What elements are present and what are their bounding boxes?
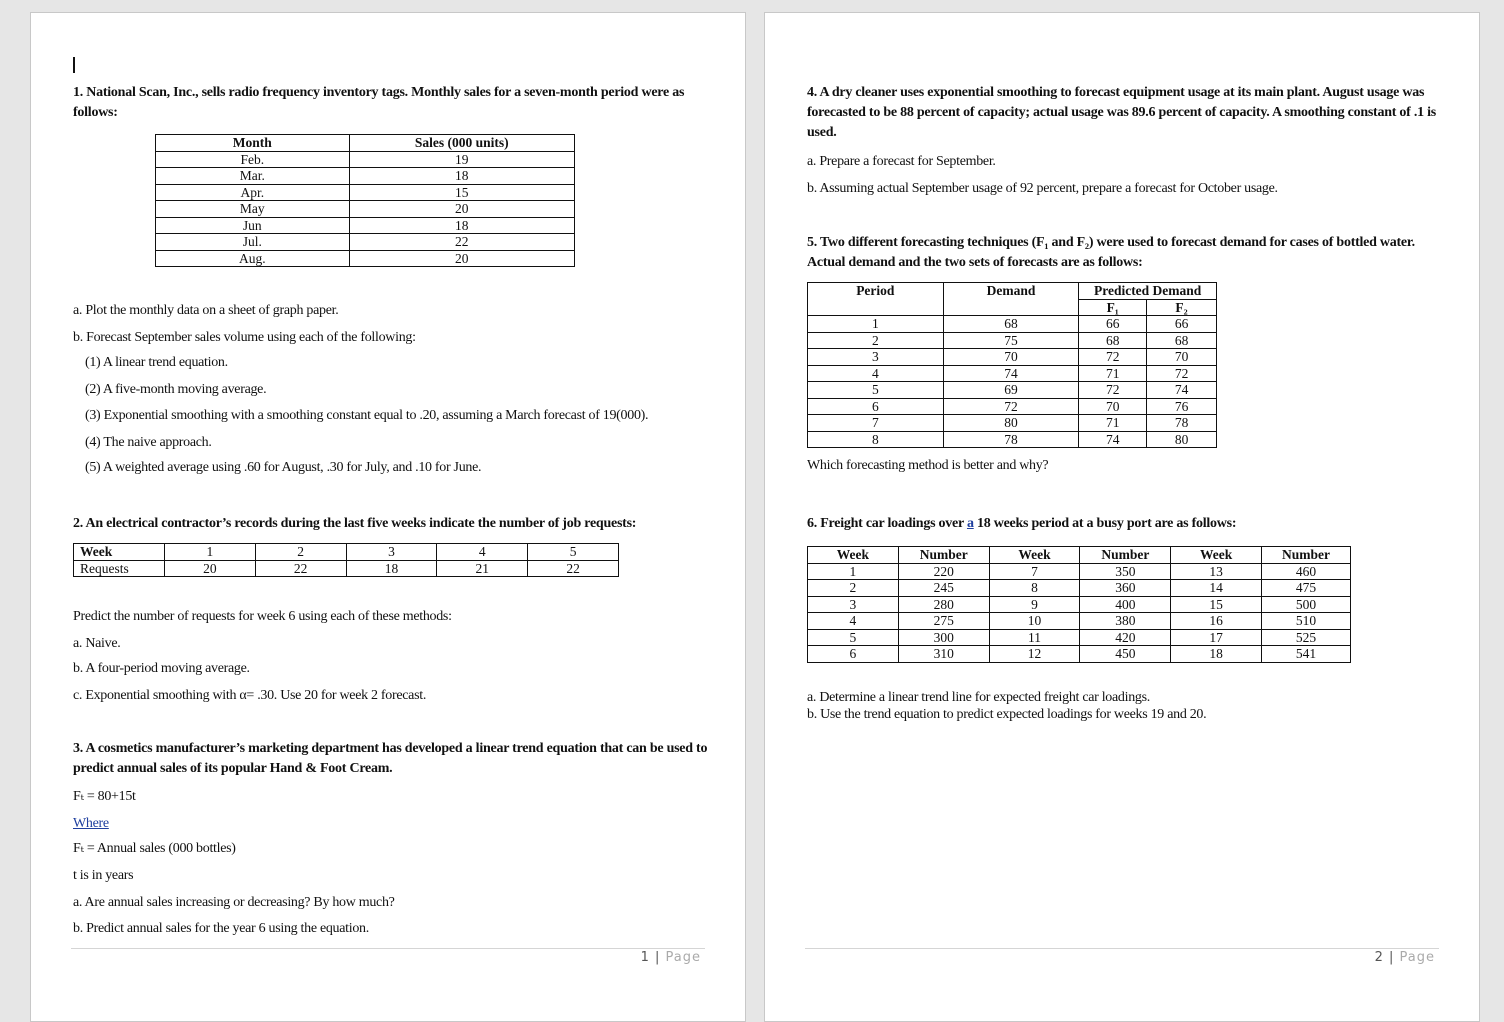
table-cell: 525: [1262, 629, 1351, 646]
table-header: F₂: [1147, 299, 1217, 316]
q1-item-b4: (4) The naive approach.: [85, 435, 212, 450]
table-cell: 1: [808, 563, 899, 580]
table-cell: 4: [808, 365, 944, 382]
table-cell: 21: [437, 560, 528, 577]
table-cell: 20: [164, 560, 255, 577]
footer-separator: |: [649, 950, 666, 965]
table-cell: Requests: [74, 560, 165, 577]
table-cell: Aug.: [156, 250, 350, 267]
table-cell: 4: [437, 544, 528, 561]
table-cell: 460: [1262, 563, 1351, 580]
job-requests-table: [73, 543, 619, 577]
table-cell: 71: [1079, 415, 1147, 432]
question-2-title: 2. An electrical contractor’s records during the last five weeks indicate the number of job requests:: [73, 516, 637, 531]
page-number: 1: [640, 950, 650, 965]
table-cell: 16: [1171, 613, 1262, 630]
q5-question: Which forecasting method is better and why?: [807, 458, 1049, 473]
table-row: [808, 332, 1217, 349]
sales-table-header: Sales (000 units): [349, 135, 574, 152]
q1-item-b1: (1) A linear trend equation.: [85, 355, 228, 370]
table-cell: 22: [528, 560, 619, 577]
table-row: [808, 382, 1217, 399]
table-cell: 5: [808, 382, 944, 399]
table-row: [156, 201, 575, 218]
table-cell: 7: [808, 415, 944, 432]
table-cell: 3: [346, 544, 437, 561]
table-cell: 19: [349, 151, 574, 168]
q2-intro: Predict the number of requests for week 6 using each of these methods:: [73, 609, 452, 624]
table-header: Period: [808, 283, 944, 316]
table-cell: 71: [1079, 365, 1147, 382]
table-cell: 350: [1080, 563, 1171, 580]
question-4-title: 4. A dry cleaner uses exponential smoothing to forecast equipment usage at its main plant. August usage was forecasted to be 88 percent of capacity; actual usage was 89.6 percent of capacity. A smoothing constant of .1 is used.: [807, 85, 1436, 140]
table-row: [156, 184, 575, 201]
question-3-title: 3. A cosmetics manufacturer’s marketing department has developed a linear trend equation that can be used to predict annual sales of its popular Hand & Foot Cream.: [73, 741, 708, 776]
table-cell: 475: [1262, 580, 1351, 597]
table-cell: 11: [989, 629, 1080, 646]
table-cell: 310: [898, 646, 989, 663]
q1-item-a: a. Plot the monthly data on a sheet of graph paper.: [73, 303, 339, 318]
q1-item-b2: (2) A five-month moving average.: [85, 382, 267, 397]
table-cell: Apr.: [156, 184, 350, 201]
table-cell: 4: [808, 613, 899, 630]
table-row: [808, 646, 1351, 663]
table-row: [808, 596, 1351, 613]
table-cell: 500: [1262, 596, 1351, 613]
table-cell: 76: [1147, 398, 1217, 415]
q3-equation: Fₜ = 80+15t: [73, 789, 136, 804]
table-header: F₁: [1079, 299, 1147, 316]
table-header: Week: [1171, 547, 1262, 564]
table-header: Week: [989, 547, 1080, 564]
table-cell: 360: [1080, 580, 1171, 597]
table-cell: 75: [943, 332, 1079, 349]
table-cell: 400: [1080, 596, 1171, 613]
q6-title-start: 6. Freight car loadings over: [807, 516, 967, 531]
table-cell: May: [156, 201, 350, 218]
table-cell: 220: [898, 563, 989, 580]
table-cell: 18: [349, 217, 574, 234]
table-cell: Mar.: [156, 168, 350, 185]
table-row: [808, 563, 1351, 580]
footer-divider: [71, 948, 705, 949]
table-cell: 17: [1171, 629, 1262, 646]
table-cell: 72: [1079, 382, 1147, 399]
table-cell: 5: [528, 544, 619, 561]
table-cell: Week: [74, 544, 165, 561]
table-cell: 20: [349, 201, 574, 218]
q6-item-a: a. Determine a linear trend line for expected freight car loadings.: [807, 690, 1150, 705]
table-row: [156, 168, 575, 185]
table-cell: 74: [1147, 382, 1217, 399]
document-page-2: [764, 12, 1480, 1022]
q6-title-end: 18 weeks period at a busy port are as follows:: [973, 516, 1237, 531]
question-6-title: [807, 514, 1236, 534]
table-cell: 2: [255, 544, 346, 561]
table-cell: 245: [898, 580, 989, 597]
table-header: Demand: [943, 283, 1079, 316]
table-cell: 72: [943, 398, 1079, 415]
table-cell: 15: [1171, 596, 1262, 613]
table-cell: 6: [808, 646, 899, 663]
table-row: [74, 544, 619, 561]
table-cell: 78: [943, 431, 1079, 448]
forecast-comparison-table: [807, 282, 1217, 448]
table-cell: 14: [1171, 580, 1262, 597]
table-cell: 78: [1147, 415, 1217, 432]
question-5-title: 5. Two different forecasting techniques (F₁ and F₂) were used to forecast demand for cases of bottled water. Actual demand and the two sets of forecasts are as follows:: [807, 235, 1415, 270]
table-row: [808, 349, 1217, 366]
table-cell: 69: [943, 382, 1079, 399]
table-cell: 72: [1079, 349, 1147, 366]
q4-item-b: b. Assuming actual September usage of 92 percent, prepare a forecast for October usage.: [807, 181, 1278, 196]
q3-where: Where: [73, 816, 109, 831]
table-cell: 66: [1079, 316, 1147, 333]
table-cell: 80: [943, 415, 1079, 432]
q3-definition-t: t is in years: [73, 868, 134, 883]
table-cell: 74: [943, 365, 1079, 382]
table-row: [808, 431, 1217, 448]
page-number: 2: [1374, 950, 1384, 965]
table-cell: 13: [1171, 563, 1262, 580]
table-cell: 2: [808, 580, 899, 597]
table-cell: 5: [808, 629, 899, 646]
table-row: [808, 629, 1351, 646]
q3-item-a: a. Are annual sales increasing or decreasing? By how much?: [73, 895, 395, 910]
table-cell: 280: [898, 596, 989, 613]
table-row: [808, 365, 1217, 382]
table-cell: 20: [349, 250, 574, 267]
table-header: Number: [898, 547, 989, 564]
table-cell: Jul.: [156, 234, 350, 251]
table-row: [74, 560, 619, 577]
table-row: [808, 580, 1351, 597]
table-cell: 6: [808, 398, 944, 415]
table-header: Week: [808, 547, 899, 564]
table-cell: 68: [1147, 332, 1217, 349]
table-cell: 18: [346, 560, 437, 577]
table-cell: 1: [164, 544, 255, 561]
page-footer: [1375, 950, 1435, 965]
q1-item-b3: (3) Exponential smoothing with a smoothing constant equal to .20, assuming a March forecast of 19(000).: [85, 408, 649, 423]
q6-item-b: b. Use the trend equation to predict expected loadings for weeks 19 and 20.: [807, 707, 1207, 722]
q1-item-b: b. Forecast September sales volume using each of the following:: [73, 330, 416, 345]
table-header: Number: [1080, 547, 1171, 564]
table-cell: 70: [943, 349, 1079, 366]
page-label: Page: [1399, 950, 1435, 965]
table-row: [156, 151, 575, 168]
table-cell: 7: [989, 563, 1080, 580]
table-row: [808, 398, 1217, 415]
table-cell: 70: [1147, 349, 1217, 366]
table-cell: 300: [898, 629, 989, 646]
q3-item-b: b. Predict annual sales for the year 6 using the equation.: [73, 921, 369, 936]
table-row: [156, 234, 575, 251]
table-cell: 2: [808, 332, 944, 349]
table-header: Predicted Demand: [1079, 283, 1217, 300]
table-cell: 10: [989, 613, 1080, 630]
table-cell: 275: [898, 613, 989, 630]
q2-item-c: c. Exponential smoothing with α= .30. Use 20 for week 2 forecast.: [73, 688, 427, 703]
q2-item-b: b. A four-period moving average.: [73, 661, 250, 676]
table-row: [156, 250, 575, 267]
table-cell: 15: [349, 184, 574, 201]
page-label: Page: [665, 950, 701, 965]
text-cursor: [73, 57, 75, 73]
table-cell: 12: [989, 646, 1080, 663]
sales-table: [155, 134, 575, 267]
question-1-title: 1. National Scan, Inc., sells radio frequency inventory tags. Monthly sales for a seven-month period were as follows:: [73, 85, 685, 120]
table-cell: 420: [1080, 629, 1171, 646]
table-cell: 9: [989, 596, 1080, 613]
table-cell: 68: [1079, 332, 1147, 349]
page-footer: [641, 950, 701, 965]
q1-item-b5: (5) A weighted average using .60 for August, .30 for July, and .10 for June.: [85, 460, 482, 475]
table-cell: 18: [1171, 646, 1262, 663]
table-header: Number: [1262, 547, 1351, 564]
document-page-1: [30, 12, 746, 1022]
table-cell: 22: [255, 560, 346, 577]
q6-title-underlined: a: [966, 516, 974, 531]
table-cell: Feb.: [156, 151, 350, 168]
table-cell: 74: [1079, 431, 1147, 448]
table-row: [808, 316, 1217, 333]
table-cell: 68: [943, 316, 1079, 333]
table-cell: 380: [1080, 613, 1171, 630]
table-cell: 3: [808, 596, 899, 613]
table-cell: 541: [1262, 646, 1351, 663]
table-row: [808, 415, 1217, 432]
table-cell: 450: [1080, 646, 1171, 663]
table-cell: 80: [1147, 431, 1217, 448]
table-cell: 3: [808, 349, 944, 366]
table-cell: 8: [989, 580, 1080, 597]
freight-loadings-table: [807, 546, 1351, 663]
table-cell: 1: [808, 316, 944, 333]
table-cell: 70: [1079, 398, 1147, 415]
table-cell: 18: [349, 168, 574, 185]
table-cell: 72: [1147, 365, 1217, 382]
sales-table-header: Month: [156, 135, 350, 152]
table-row: [808, 613, 1351, 630]
table-cell: 66: [1147, 316, 1217, 333]
footer-separator: |: [1383, 950, 1400, 965]
q3-definition-ft: Fₜ = Annual sales (000 bottles): [73, 841, 236, 856]
footer-divider: [805, 948, 1439, 949]
table-cell: Jun: [156, 217, 350, 234]
table-cell: 510: [1262, 613, 1351, 630]
table-row: [156, 217, 575, 234]
q4-item-a: a. Prepare a forecast for September.: [807, 154, 996, 169]
q2-item-a: a. Naive.: [73, 636, 121, 651]
table-cell: 8: [808, 431, 944, 448]
table-cell: 22: [349, 234, 574, 251]
